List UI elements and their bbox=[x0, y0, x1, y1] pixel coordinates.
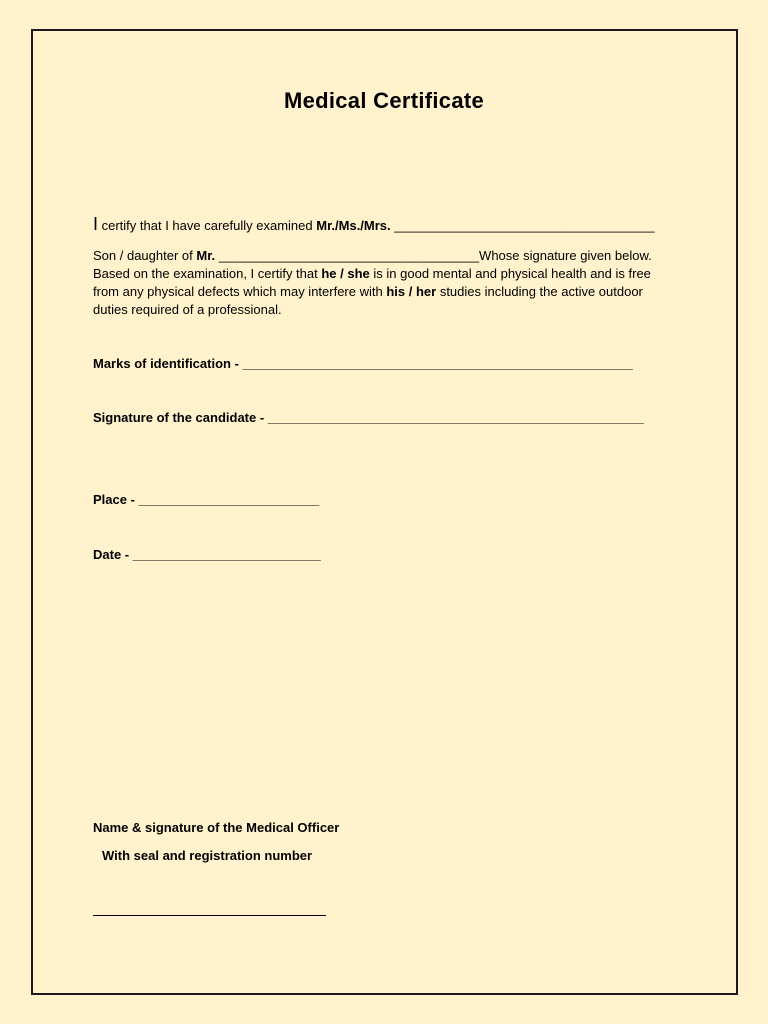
certification-statement bbox=[93, 214, 655, 235]
marks-of-identification-field[interactable] bbox=[93, 356, 633, 371]
para-text-1: Son / daughter of bbox=[93, 248, 197, 263]
place-label: Place - _________________________ bbox=[93, 492, 320, 507]
medical-officer-label bbox=[93, 820, 339, 835]
para-bold-1: Mr. bbox=[196, 248, 216, 263]
place-field[interactable] bbox=[93, 492, 319, 507]
para-text-4: studies including the active outdoor duties required of a professional. bbox=[93, 284, 643, 317]
seal-registration-label bbox=[102, 848, 312, 863]
intro-text: certify that I have carefully examined bbox=[98, 218, 317, 233]
candidate-signature-label: Signature of the candidate - ____________________________________________________ bbox=[93, 410, 644, 425]
seal-registration-label-text: With seal and registration number bbox=[102, 848, 313, 863]
date-label: Date - __________________________ bbox=[93, 547, 321, 562]
candidate-signature-field[interactable] bbox=[93, 410, 644, 425]
patient-name-blank[interactable]: ____________________________________ bbox=[390, 218, 655, 233]
para-text-2: ____________________________________Whose signature given below. Based on the examination, I certify that bbox=[93, 248, 652, 281]
medical-officer-label-text: Name & signature of the Medical Officer bbox=[93, 820, 340, 835]
para-bold-3: his / her bbox=[386, 284, 437, 299]
para-bold-2: he / she bbox=[321, 266, 370, 281]
drop-cap: I bbox=[93, 214, 99, 234]
certificate-title: Medical Certificate bbox=[283, 88, 485, 113]
para-text-3: is in good mental and physical health and is free from any physical defects which may interfere with bbox=[93, 266, 651, 299]
examination-paragraph bbox=[93, 247, 665, 319]
officer-signature-line[interactable] bbox=[93, 915, 326, 916]
marks-of-identification-label: Marks of identification - ______________________________________________________ bbox=[93, 356, 633, 371]
date-field[interactable] bbox=[93, 547, 321, 562]
honorific: Mr./Ms./Mrs. bbox=[316, 218, 391, 233]
